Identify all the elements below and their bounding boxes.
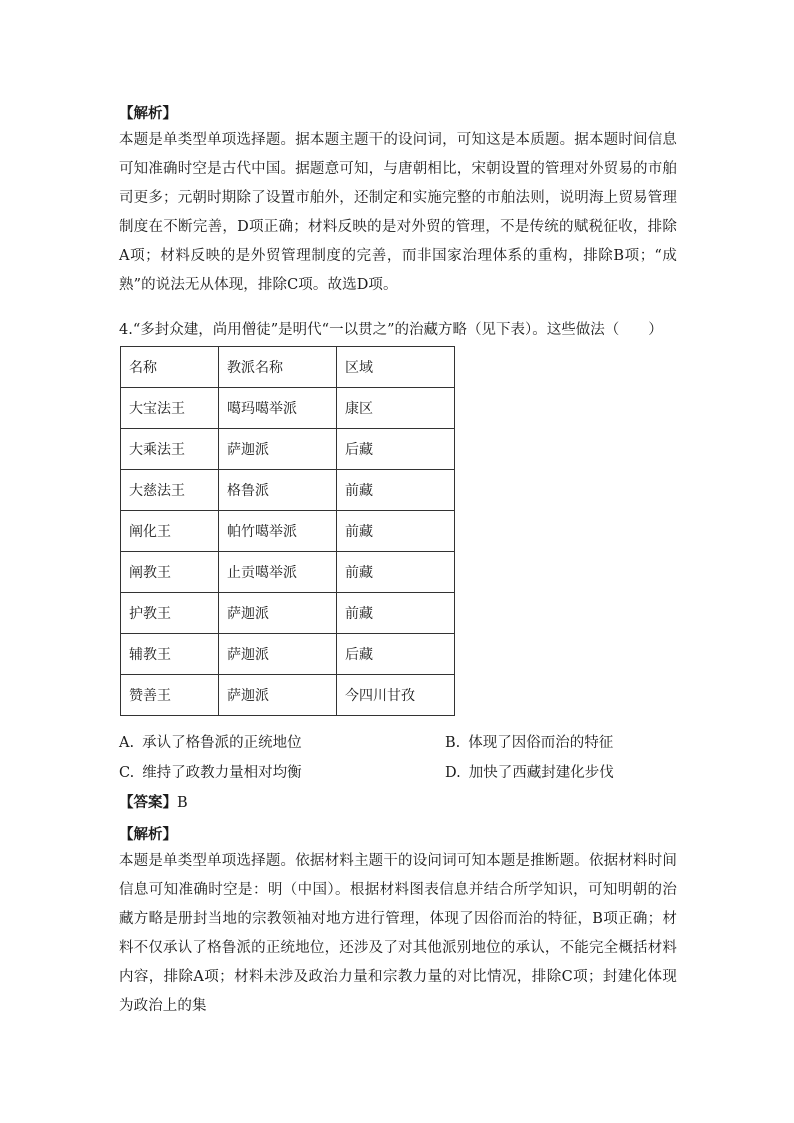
answer-heading: 【答案】 (119, 794, 177, 811)
option-d-letter: D. (445, 765, 461, 781)
table-row (121, 675, 455, 716)
table-cell: 后藏 (337, 634, 455, 675)
table-row (121, 470, 455, 511)
table-row (121, 552, 455, 593)
table-header-cell: 教派名称 (219, 347, 337, 388)
table-cell: 前藏 (337, 593, 455, 634)
table-header-row (121, 347, 455, 388)
answer-line (119, 793, 188, 813)
table-cell: 大慈法王 (121, 470, 219, 511)
table-cell: 格鲁派 (219, 470, 337, 511)
option-c (119, 763, 302, 783)
table-cell: 赞善王 (121, 675, 219, 716)
table-row (121, 511, 455, 552)
analysis-text-2: 本题是单类型单项选择题。依据材料主题干的设问词可知本题是推断题。依据材料时间信息可知准确时空是：明（中国）。根据材料图表信息并结合所学知识，可知明朝的治藏方略是册封当地的宗教领袖对地方进行管理，体现了因俗而治的特征，B项正确；材料不仅承认了格鲁派的正统地位，还涉及了对其他派别地位的承认，不能完全概括材料内容，排除A项；材料未涉及政治力量和宗教力量的对比情况，排除C项；封建化体现为政治上的集 (119, 853, 677, 1014)
table-cell: 康区 (337, 388, 455, 429)
option-b-text: 体现了因俗而治的特征 (468, 735, 614, 751)
table-row (121, 429, 455, 470)
option-b-letter: B. (445, 735, 461, 751)
table-cell: 前藏 (337, 470, 455, 511)
analysis-text-1: 本题是单类型单项选择题。据本题主题干的设问词，可知这是本质题。据本题时间信息可知准确时空是古代中国。据题意可知，与唐朝相比，宋朝设置的管理对外贸易的市舶司更多；元朝时期除了设置市舶外，还制定和实施完整的市舶法则，说明海上贸易管理制度在不断完善，D项正确；材料反映的是对外贸的管理，不是传统的赋税征收，排除A项；材料反映的是外贸管理制度的完善，而非国家治理体系的重构，排除B项；“成熟”的说法无从体现，排除C项。故选D项。 (119, 132, 677, 293)
option-d (445, 763, 614, 783)
answer-value: B (177, 795, 188, 811)
option-d-text: 加快了西藏封建化步伐 (468, 765, 614, 781)
analysis-heading-1: 【解析】 (119, 105, 177, 122)
table-cell: 阐教王 (121, 552, 219, 593)
analysis-heading-2: 【解析】 (119, 826, 177, 843)
table-cell: 萨迦派 (219, 634, 337, 675)
table-cell: 护教王 (121, 593, 219, 634)
option-c-letter: C. (119, 765, 135, 781)
table-row (121, 388, 455, 429)
table-cell: 后藏 (337, 429, 455, 470)
table-cell: 今四川甘孜 (337, 675, 455, 716)
table-cell: 帕竹噶举派 (219, 511, 337, 552)
table-cell: 大乘法王 (121, 429, 219, 470)
table-header-cell: 区域 (337, 347, 455, 388)
table-cell: 噶玛噶举派 (219, 388, 337, 429)
table-cell: 萨迦派 (219, 675, 337, 716)
option-a-letter: A. (119, 735, 135, 751)
tibet-policy-table (120, 346, 455, 716)
table-row (121, 593, 455, 634)
table-cell: 大宝法王 (121, 388, 219, 429)
table-row (121, 634, 455, 675)
question-4-stem: 4.“多封众建，尚用僧徒”是明代“一以贯之”的治藏方略（见下表）。这些做法（ ） (119, 322, 663, 338)
table-cell: 前藏 (337, 511, 455, 552)
option-c-text: 维持了政教力量相对均衡 (142, 765, 302, 781)
table-header-cell: 名称 (121, 347, 219, 388)
table-cell: 萨迦派 (219, 593, 337, 634)
option-b (445, 733, 613, 753)
table-cell: 萨迦派 (219, 429, 337, 470)
option-a-text: 承认了格鲁派的正统地位 (142, 735, 302, 751)
table-cell: 辅教王 (121, 634, 219, 675)
table-cell: 止贡噶举派 (219, 552, 337, 593)
option-a (119, 733, 302, 753)
table-cell: 前藏 (337, 552, 455, 593)
table-cell: 阐化王 (121, 511, 219, 552)
